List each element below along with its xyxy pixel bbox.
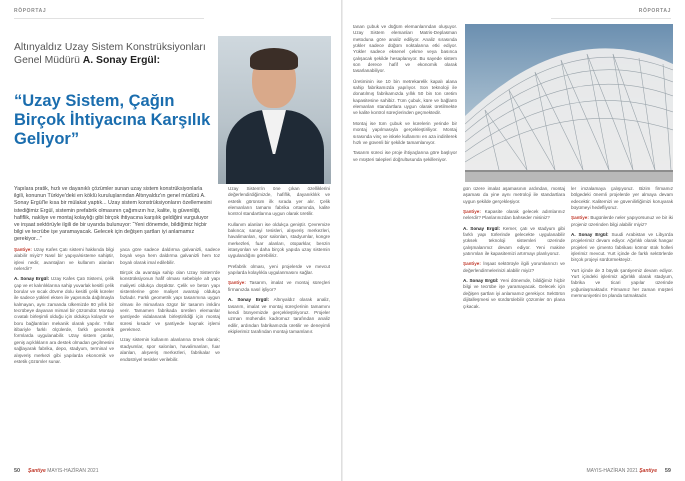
qa-question [571, 215, 673, 228]
paragraph: yaca göre sadece daldırma galvanizli, sadece boyalı veya hem daldırma galvanizli hem toz boyalı olarak imal edilebilir. [120, 247, 220, 265]
column-right-3 [571, 186, 673, 304]
qa-label: Şantiye: [463, 209, 481, 215]
paragraph: Kullanım alanları ise oldukça geniştir. Çevremize bakınca; sanayi tesisleri, alışveriş merkezleri, havalimanları, spor salonları, stadyumlar, kongre merkezleri, fuar alanları, otoparklar, benzin istasyonları ve daha birçok yapıda uzay sistemin uygulandığını görebiliriz. [228, 221, 330, 259]
brand-logo: Şantiye [28, 468, 46, 474]
qa-text: Kemer, çatı ve stadyum gibi farklı yapı türlerinde gelecekte uygulanabilir yüksek teknoloji sistemleri üzerinde çalışmalarımız devam ediyor. Yeni makine yatırımları ile kapasitemizi artırmayı planlıyoruz. [463, 225, 565, 257]
qa-label: A. Sonay Ergül: [14, 276, 50, 282]
headline-intro-text: Altınyaldız Uzay Sistem Konstrüksiyonları Genel Müdürü [14, 42, 206, 66]
qa-text: Bugünlerde neler yapıyorsunuz ve bir iki projeniz üzerinden bilgi alabilir miyiz? [571, 215, 673, 227]
paragraph: Montaj ise tüm çubuk ve kürelerin yerinde bir montaj yapılmasıyla gerçekleştiriliyor. Montaj sırasında vinç ve iskele kullanımı en aza indirilerek hızlı ve güvenli bir şekilde tamamlanıyor. [353, 120, 457, 145]
column-left-2 [120, 247, 220, 367]
stadium-roof-photo [465, 24, 673, 182]
qa-answer [14, 276, 114, 365]
paragraph: Prefabrik olması, yeni projelerde ve mevcut yapılarda kolaylıkla uygulanmasını sağlar. [228, 263, 330, 276]
paragraph: Tasarım süreci ise proje ihtiyaçlarına göre başlıyor ve müşteri talepleri doğrultusunda şekilleniyor. [353, 150, 457, 162]
footer-right [587, 468, 658, 474]
portrait-hair [250, 48, 298, 70]
qa-label: A. Sonay Ergül: [228, 297, 270, 303]
column-left-1 [14, 247, 114, 369]
headline-intro [14, 42, 214, 67]
qa-label: Şantiye: [228, 280, 246, 286]
footer-left [28, 468, 99, 474]
section-rule [551, 18, 671, 19]
qa-answer [463, 226, 565, 258]
qa-text: İnşaat sektörüyle ilgili yorumlarınızı ve değerlendirmelerinizi alabilir miyiz? [463, 261, 565, 273]
headline-title: “Uzay Sistem, Çağın Birçok İhtiyacına Karşılık Geliyor” [14, 92, 211, 148]
qa-question [14, 247, 114, 272]
paragraph: Yurt içinde de 3 büyük şantiyemiz devam ediyor. Yurt içindeki işlerimiz ağırlıklı olarak stadyum, fabrika ve ticari yapılar üzerinde yoğunlaşmaktadır. Firmamız her zaman müşteri memnuniyetini ön planda tutmaktadır. [571, 267, 673, 299]
qa-label: Şantiye: [463, 261, 481, 267]
qa-text: Altınyaldız olarak analiz, tasarım, imalat ve montaj süreçlerinin tamamını kendi bünyemizde gerçekleştiriyoruz. Projeler uzman mühendis kadromuz tarafından analiz edilir, ardından fabrikamızda üretilir ve deneyimli ekiplerimiz tarafından montajı tamamlanır. [228, 297, 330, 334]
section-tag: RÖPORTAJ [14, 8, 47, 14]
left-page [0, 0, 342, 481]
qa-text: Suudi Arabistan ve Libya'da projelerimiz devam ediyor. Ağırlıklı olarak hangar projeleri ve çimento fabrikası kömür stok holleri işlerimiz mevcut. Yurt içinde de farklı sektörlerde birçok projeyi sürdürmekteyiz. [571, 232, 673, 263]
paragraph: Üretiminin ise 10 bin metrekarelik kapalı alana sahip fabrikamızda yapılıyor. Son teknoloji ile donatılmış fabrikamızda yıllık 50 bin ton üretim kapasitesine sahibiz. Tüm çubuk, küre ve bağlantı elemanları standartlara uygun olarak üretilmekte ve kalite kontrol süreçlerinden geçmektedir. [353, 78, 457, 116]
page-number-left: 50 [14, 468, 21, 474]
qa-label: A. Sonay Ergül: [571, 232, 609, 238]
paragraph: tanan çubuk ve düğüm elemanlarından oluşuyor. Uzay Sistem elemanları Matris-Deplasman metoduna göre analiz ediliyor. Analiz sırasında yükler sadece düğüm noktalarına etki ediyor. Yükler sadece eksenel çekme veya basınca çalışacak şekilde hesaplanıyor. Bu sayede sistem son derece hafif ve ekonomik olarak tasarlanabiliyor. [353, 24, 457, 74]
qa-label: Şantiye: [14, 247, 32, 252]
qa-label: A. Sonay Ergül: [463, 278, 499, 284]
paragraph: Uzay Sistem'in öne çıkan özelliklerini değerlendirdiğimizde, hafiflik, dayanıklılık ve estetik görünüm ilk sırada yer alır. Çelik elemanların tamamı fabrika ortamında, kalite kontrol standartlarına uygun olarak üretilir. [228, 186, 330, 217]
section-tag: RÖPORTAJ [638, 8, 671, 14]
qa-text: Kapasite olarak gelecek adımlarınız nelerdir? Planlarınızdan bahseder misiniz? [463, 209, 565, 221]
column-left-3 [228, 186, 330, 339]
column-right-1 [353, 24, 457, 167]
qa-question [463, 209, 565, 222]
brand-logo: Şantiye [639, 468, 657, 474]
intro-paragraph: Yapılara pratik, hızlı ve dayanıklı çözümler sunan uzay sistem konstrüksiyonlarla ilgili, konunun Türkiye'deki en köklü kuruluşlarından Altınyaldız'ın genel müdürü A. Sonay Ergül'le kısa bir mülakat yaptık... Uzay sistem konstrüksiyonların özellemesini istediğimiz Ergül, sistemin prefabrik olmasının çağımızın hız, kalite, iş güvenliği, hafiflik, nakliye ve montaj kolaylığı gibi birçok ihtiyacına karşılık geldiğini vurguluyor ve inşaat sektörüyle ilgili de bir uyarıda bulunuyor: “Yeni dönemde, bildiğimiz hiçbir bilgi ve tecrübe işe yaramayacak. Gelecek için değişen şartları iyi anlamamız gerekiyor...” [14, 186, 212, 243]
paragraph: ler imzalamaya çalışıyoruz. Bizim firmamız bölgedeki önemli projelerde yer almaya devam edecektir. Kalitemizi ve güvenilirliğimizi koruyarak büyümeyi hedefliyoruz. [571, 186, 673, 211]
qa-answer [571, 232, 673, 264]
right-page [343, 0, 685, 481]
page-number-right: 59 [664, 468, 671, 474]
issue-date: MAYIS-HAZİRAN 2021 [47, 468, 99, 474]
column-right-2 [463, 186, 565, 314]
qa-answer [228, 297, 330, 335]
qa-label: A. Sonay Ergül: [463, 225, 501, 231]
qa-question [463, 261, 565, 274]
paragraph: Birçok da avantaja sahip olan Uzay Sistem'de konstrüksiyonun hafif olması sebebiyle alt yapı maliyeti oldukça düşüktür. Çelik ve beton yapı sistemlerine göre maliyet avantajı oldukça fazladır. Farklı geometrik yapı tasarımına uygun olması ile mimarlara özgür bir tasarım imkânı verir. Tamamen fabrikada üretilen elemanlar şantiyede vidalanarak birleştirildiği için montaj süresi kısadır ve şantiyede kaynak işlemi gerekmez. [120, 270, 220, 333]
headline-person: A. Sonay Ergül: [82, 54, 161, 66]
qa-text: Uzay Kafes Çatı sistemi hakkında bilgi alabilir miyiz? Nasıl bir yapıya/sisteme sahiptir, işlevi nedir, avantajları ve kullanım alanları nelerdir? [14, 247, 114, 272]
paragraph: gün üzere imalat aşamasının ardından, montaj aşaması da yine aynı metroloji ile standartlara uygun şekilde gerçekleşiyor. [463, 186, 565, 204]
qa-text: Tasarım, imalat ve montaj süreçleri firmanızda nasıl işliyor? [228, 280, 330, 292]
section-rule [14, 18, 204, 19]
qa-question [228, 280, 330, 293]
space-frame-illustration [465, 24, 673, 182]
paragraph: Uzay sistemin kullanım alanlarına örnek olarak; stadyumlar, spor salonları, havalimanları, fuar alanları, alışveriş merkezleri, fabrikalar ve endüstriyel tesisler verilebilir. [120, 337, 220, 362]
qa-text: Yeni dönemde, bildiğimiz hiçbir bilgi ve tecrübe işe yaramayacak. Gelecek için değişen şartları iyi anlamamız gerekiyor. Sektörün dijitalleşmesi ve sürdürülebilir çözümler ön plana çıkacak. [463, 278, 565, 309]
portrait-photo [218, 36, 331, 184]
qa-label: Şantiye: [571, 215, 589, 221]
issue-date: MAYIS-HAZİRAN 2021 [586, 468, 638, 474]
qa-answer [463, 278, 565, 310]
qa-text: Uzay Kafes Çatı Sistemi, çelik çap ve et kalınlıklarına sahip yuvarlak kesitli çelik borular ve sıcak dövme dolu kesitli çelik küreler ile sadece yükleri eksen ile yapısında dağılmayla kalmayan, aynı zamanda ülkemizde 80 yıllık bir tecrübeye dayanan mimari bir çözümdür. Montajı cıvatalı birleşimli olduğu için oldukça kolaydır ve boru bağlantıları mekanik olarak yapılır. Yıllar itibariyle farklı ölçülerde, farklı geometrik formlarda uygulanabilir. Uzay sistem çatılar, geniş açıklıkların ara destek olmadan geçilmesini sağlayarak fabrika, depo, stadyum, terminal ve alışveriş merkezi gibi yapılarda ekonomik ve estetik çözümler sunar. [14, 276, 115, 364]
